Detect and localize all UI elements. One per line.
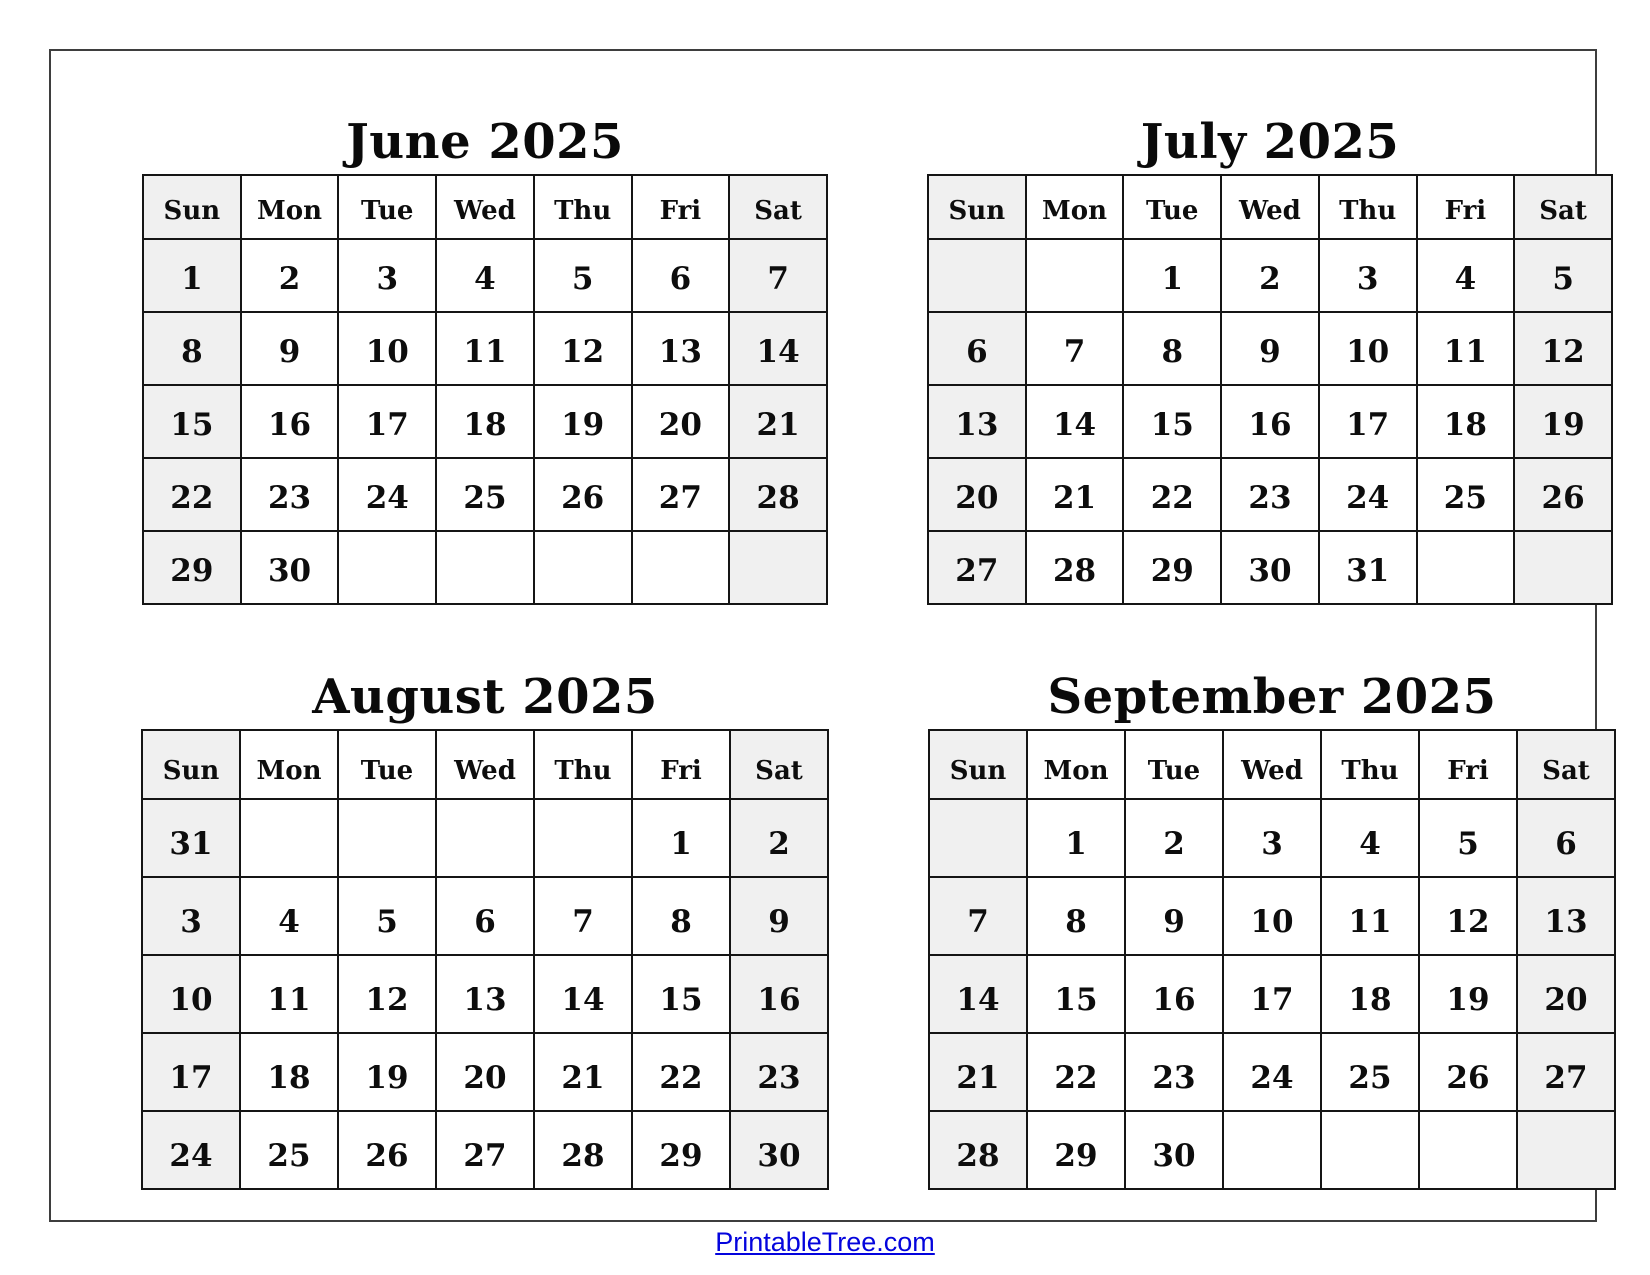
date-cell-23: 23 <box>730 1033 828 1111</box>
date-cell-12: 12 <box>534 312 632 385</box>
empty-cell <box>928 239 1026 312</box>
day-header-sun: Sun <box>142 730 240 799</box>
calendar-june-2025 <box>142 102 828 605</box>
date-cell-8: 8 <box>143 312 241 385</box>
day-header-tue: Tue <box>338 730 436 799</box>
empty-cell <box>534 531 632 604</box>
day-header-tue: Tue <box>338 175 436 239</box>
date-cell-14: 14 <box>1026 385 1124 458</box>
printabletree-link[interactable]: PrintableTree.com <box>715 1227 935 1257</box>
week-row <box>929 877 1615 955</box>
date-cell-9: 9 <box>1221 312 1319 385</box>
date-cell-5: 5 <box>534 239 632 312</box>
empty-cell <box>436 531 534 604</box>
date-cell-29: 29 <box>143 531 241 604</box>
date-cell-29: 29 <box>1027 1111 1125 1189</box>
date-cell-26: 26 <box>1514 458 1612 531</box>
date-cell-8: 8 <box>1123 312 1221 385</box>
date-cell-28: 28 <box>929 1111 1027 1189</box>
week-row <box>928 531 1612 604</box>
date-cell-3: 3 <box>142 877 240 955</box>
date-cell-10: 10 <box>142 955 240 1033</box>
empty-cell <box>1419 1111 1517 1189</box>
calendar-table-august <box>141 729 829 1190</box>
calendar-table-june <box>142 174 828 605</box>
date-cell-30: 30 <box>730 1111 828 1189</box>
date-cell-21: 21 <box>929 1033 1027 1111</box>
day-header-sat: Sat <box>729 175 827 239</box>
date-cell-1: 1 <box>143 239 241 312</box>
date-cell-23: 23 <box>241 458 339 531</box>
date-cell-24: 24 <box>1319 458 1417 531</box>
date-cell-20: 20 <box>632 385 730 458</box>
date-cell-4: 4 <box>1321 799 1419 877</box>
date-cell-4: 4 <box>240 877 338 955</box>
date-cell-1: 1 <box>1123 239 1221 312</box>
date-cell-18: 18 <box>1321 955 1419 1033</box>
week-row <box>143 458 827 531</box>
date-cell-24: 24 <box>142 1111 240 1189</box>
day-header-sat: Sat <box>730 730 828 799</box>
empty-cell <box>1417 531 1515 604</box>
week-row <box>928 458 1612 531</box>
date-cell-16: 16 <box>730 955 828 1033</box>
empty-cell <box>240 799 338 877</box>
date-cell-29: 29 <box>1123 531 1221 604</box>
date-cell-12: 12 <box>1419 877 1517 955</box>
date-cell-14: 14 <box>929 955 1027 1033</box>
empty-cell <box>929 799 1027 877</box>
date-cell-18: 18 <box>436 385 534 458</box>
week-row <box>142 1033 828 1111</box>
week-row <box>142 1111 828 1189</box>
week-row <box>142 877 828 955</box>
date-cell-28: 28 <box>729 458 827 531</box>
date-cell-14: 14 <box>729 312 827 385</box>
date-cell-9: 9 <box>241 312 339 385</box>
date-cell-25: 25 <box>240 1111 338 1189</box>
day-header-mon: Mon <box>1027 730 1125 799</box>
date-cell-27: 27 <box>1517 1033 1615 1111</box>
date-cell-1: 1 <box>1027 799 1125 877</box>
day-header-fri: Fri <box>632 175 730 239</box>
day-header-thu: Thu <box>534 730 632 799</box>
calendar-title-august: August 2025 <box>312 669 658 725</box>
empty-cell <box>1517 1111 1615 1189</box>
date-cell-20: 20 <box>928 458 1026 531</box>
date-cell-25: 25 <box>1417 458 1515 531</box>
empty-cell <box>729 531 827 604</box>
day-header-mon: Mon <box>1026 175 1124 239</box>
date-cell-6: 6 <box>436 877 534 955</box>
day-header-sat: Sat <box>1514 175 1612 239</box>
week-row <box>929 955 1615 1033</box>
date-cell-18: 18 <box>240 1033 338 1111</box>
week-row <box>143 531 827 604</box>
empty-cell <box>338 531 436 604</box>
date-cell-3: 3 <box>338 239 436 312</box>
date-cell-17: 17 <box>142 1033 240 1111</box>
date-cell-7: 7 <box>534 877 632 955</box>
day-header-thu: Thu <box>1319 175 1417 239</box>
date-cell-22: 22 <box>143 458 241 531</box>
date-cell-22: 22 <box>1123 458 1221 531</box>
day-header-wed: Wed <box>436 175 534 239</box>
day-header-mon: Mon <box>240 730 338 799</box>
date-cell-13: 13 <box>928 385 1026 458</box>
date-cell-15: 15 <box>632 955 730 1033</box>
date-cell-7: 7 <box>929 877 1027 955</box>
date-cell-5: 5 <box>1419 799 1517 877</box>
date-cell-26: 26 <box>534 458 632 531</box>
date-cell-2: 2 <box>730 799 828 877</box>
calendar-august-2025 <box>141 657 829 1190</box>
date-cell-17: 17 <box>1223 955 1321 1033</box>
week-row <box>142 799 828 877</box>
date-cell-27: 27 <box>436 1111 534 1189</box>
date-cell-11: 11 <box>436 312 534 385</box>
date-cell-7: 7 <box>1026 312 1124 385</box>
date-cell-28: 28 <box>1026 531 1124 604</box>
date-cell-20: 20 <box>1517 955 1615 1033</box>
date-cell-15: 15 <box>143 385 241 458</box>
day-header-tue: Tue <box>1125 730 1223 799</box>
date-cell-3: 3 <box>1223 799 1321 877</box>
day-header-wed: Wed <box>436 730 534 799</box>
day-header-row <box>929 730 1615 799</box>
date-cell-18: 18 <box>1417 385 1515 458</box>
week-row <box>928 312 1612 385</box>
day-header-fri: Fri <box>1417 175 1515 239</box>
date-cell-6: 6 <box>928 312 1026 385</box>
date-cell-30: 30 <box>1125 1111 1223 1189</box>
date-cell-27: 27 <box>928 531 1026 604</box>
day-header-wed: Wed <box>1221 175 1319 239</box>
date-cell-20: 20 <box>436 1033 534 1111</box>
calendar-july-2025 <box>927 102 1613 605</box>
date-cell-4: 4 <box>436 239 534 312</box>
date-cell-19: 19 <box>1419 955 1517 1033</box>
day-header-sun: Sun <box>928 175 1026 239</box>
date-cell-14: 14 <box>534 955 632 1033</box>
date-cell-31: 31 <box>1319 531 1417 604</box>
date-cell-2: 2 <box>1125 799 1223 877</box>
empty-cell <box>1026 239 1124 312</box>
date-cell-25: 25 <box>1321 1033 1419 1111</box>
date-cell-13: 13 <box>436 955 534 1033</box>
day-header-thu: Thu <box>1321 730 1419 799</box>
day-header-sat: Sat <box>1517 730 1615 799</box>
day-header-row <box>143 175 827 239</box>
date-cell-10: 10 <box>1319 312 1417 385</box>
week-row <box>928 385 1612 458</box>
date-cell-5: 5 <box>338 877 436 955</box>
date-cell-21: 21 <box>729 385 827 458</box>
date-cell-6: 6 <box>632 239 730 312</box>
date-cell-13: 13 <box>1517 877 1615 955</box>
date-cell-6: 6 <box>1517 799 1615 877</box>
week-row <box>143 312 827 385</box>
week-row <box>928 239 1612 312</box>
empty-cell <box>338 799 436 877</box>
calendar-title-july: July 2025 <box>1140 114 1400 170</box>
day-header-row <box>142 730 828 799</box>
calendar-title-september: September 2025 <box>1047 669 1497 725</box>
day-header-row <box>928 175 1612 239</box>
date-cell-28: 28 <box>534 1111 632 1189</box>
date-cell-12: 12 <box>1514 312 1612 385</box>
date-cell-19: 19 <box>338 1033 436 1111</box>
date-cell-26: 26 <box>338 1111 436 1189</box>
date-cell-24: 24 <box>1223 1033 1321 1111</box>
date-cell-8: 8 <box>1027 877 1125 955</box>
empty-cell <box>1223 1111 1321 1189</box>
day-header-tue: Tue <box>1123 175 1221 239</box>
date-cell-7: 7 <box>729 239 827 312</box>
date-cell-16: 16 <box>1125 955 1223 1033</box>
empty-cell <box>632 531 730 604</box>
date-cell-27: 27 <box>632 458 730 531</box>
day-header-sun: Sun <box>143 175 241 239</box>
calendar-table-july <box>927 174 1613 605</box>
date-cell-22: 22 <box>632 1033 730 1111</box>
date-cell-8: 8 <box>632 877 730 955</box>
date-cell-12: 12 <box>338 955 436 1033</box>
empty-cell <box>1321 1111 1419 1189</box>
empty-cell <box>1514 531 1612 604</box>
date-cell-25: 25 <box>436 458 534 531</box>
date-cell-24: 24 <box>338 458 436 531</box>
empty-cell <box>436 799 534 877</box>
date-cell-2: 2 <box>241 239 339 312</box>
date-cell-26: 26 <box>1419 1033 1517 1111</box>
week-row <box>929 799 1615 877</box>
date-cell-10: 10 <box>1223 877 1321 955</box>
date-cell-16: 16 <box>241 385 339 458</box>
date-cell-11: 11 <box>1417 312 1515 385</box>
date-cell-15: 15 <box>1027 955 1125 1033</box>
date-cell-9: 9 <box>730 877 828 955</box>
day-header-fri: Fri <box>1419 730 1517 799</box>
calendar-september-2025 <box>928 657 1616 1190</box>
date-cell-22: 22 <box>1027 1033 1125 1111</box>
date-cell-15: 15 <box>1123 385 1221 458</box>
date-cell-3: 3 <box>1319 239 1417 312</box>
date-cell-4: 4 <box>1417 239 1515 312</box>
date-cell-10: 10 <box>338 312 436 385</box>
empty-cell <box>534 799 632 877</box>
week-row <box>929 1111 1615 1189</box>
date-cell-30: 30 <box>241 531 339 604</box>
day-header-mon: Mon <box>241 175 339 239</box>
week-row <box>143 385 827 458</box>
day-header-wed: Wed <box>1223 730 1321 799</box>
date-cell-29: 29 <box>632 1111 730 1189</box>
day-header-thu: Thu <box>534 175 632 239</box>
date-cell-5: 5 <box>1514 239 1612 312</box>
date-cell-23: 23 <box>1125 1033 1223 1111</box>
date-cell-30: 30 <box>1221 531 1319 604</box>
date-cell-2: 2 <box>1221 239 1319 312</box>
date-cell-13: 13 <box>632 312 730 385</box>
date-cell-21: 21 <box>1026 458 1124 531</box>
week-row <box>143 239 827 312</box>
calendar-table-september <box>928 729 1616 1190</box>
date-cell-21: 21 <box>534 1033 632 1111</box>
date-cell-17: 17 <box>1319 385 1417 458</box>
week-row <box>142 955 828 1033</box>
date-cell-11: 11 <box>1321 877 1419 955</box>
date-cell-19: 19 <box>1514 385 1612 458</box>
calendar-sheet <box>49 49 1597 1222</box>
footer <box>0 1227 1650 1258</box>
date-cell-19: 19 <box>534 385 632 458</box>
date-cell-16: 16 <box>1221 385 1319 458</box>
date-cell-11: 11 <box>240 955 338 1033</box>
date-cell-1: 1 <box>632 799 730 877</box>
date-cell-31: 31 <box>142 799 240 877</box>
day-header-fri: Fri <box>632 730 730 799</box>
day-header-sun: Sun <box>929 730 1027 799</box>
calendar-title-june: June 2025 <box>346 114 624 170</box>
date-cell-23: 23 <box>1221 458 1319 531</box>
date-cell-9: 9 <box>1125 877 1223 955</box>
date-cell-17: 17 <box>338 385 436 458</box>
week-row <box>929 1033 1615 1111</box>
